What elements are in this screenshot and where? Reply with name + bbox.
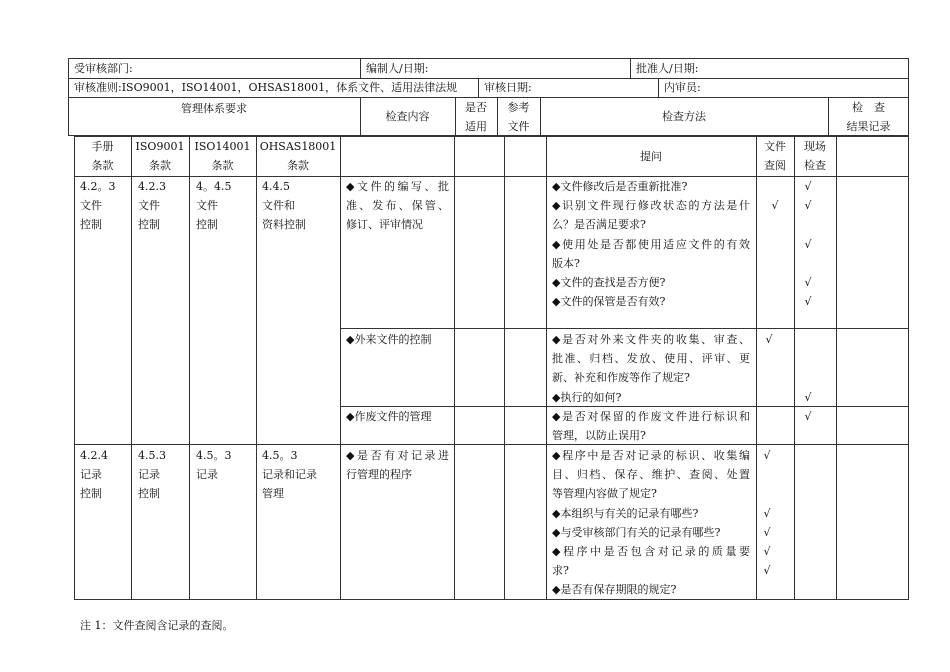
audit-date-label: 审核日期: [484,81,532,94]
questions-document-writing [552,177,750,311]
check-mark [756,177,794,196]
check-mark [756,273,794,292]
check-mark [794,580,822,599]
check-mark [794,446,822,465]
site-check-header-line2: 检查 [804,159,826,172]
section-document-control-manual-clause: 4.2。3 文件 控制 [80,180,116,232]
check-mark [794,484,822,503]
iso14001-clause-header-line1: ISO14001 [194,140,251,153]
question-header: 提问 [640,150,662,163]
check-mark: √ [804,199,812,213]
doc-review-header-line2: 查阅 [764,159,786,172]
check-mark [794,254,822,273]
list-item: 等管理内容做了规定? [552,487,657,501]
list-item: ◆是否对外来文件夹的收集、审查、 [552,333,750,346]
applicable-header-line1: 是否 [465,101,487,114]
list-item: 目、归档、保存、维护、查阅、处置 [552,468,750,482]
section-record-control-iso14001-clause: 4.5。3 记录 [196,449,232,482]
site-check-header-line1: 现场 [804,140,826,153]
list-item: ◆执行的如何? [552,390,622,404]
list-item: ◆使用处是否都使用适应文件的有效 [552,237,750,251]
result-header-line1: 检 查 [852,101,885,114]
list-item: ◆识别文件现行修改状态的方法是什 [552,199,750,213]
check-mark [756,215,794,234]
ohsas-clause-header-line1: OHSAS18001 [259,140,337,153]
check-mark [756,484,778,503]
check-mark: √ [765,333,773,346]
check-mark: √ [763,525,771,539]
section-record-control-iso9001-clause: 4.5.3 记录 控制 [138,449,166,501]
section-record-control-ohsas-clause: 4.5。3 记录和记录 管理 [262,449,317,501]
check-content-obsolete-documents: ◆作废文件的管理 [346,410,432,423]
list-item: ◆程序中是否对记录的标识、收集编 [552,449,750,462]
dept-label: 受审核部门: [74,62,133,75]
check-content-header: 检查内容 [385,110,430,123]
reference-header-line1: 参考 [507,101,530,114]
check-mark [794,215,822,234]
list-item: ◆文件的保管是否有效? [552,295,666,309]
check-mark [756,235,794,254]
check-mark [756,407,794,426]
section-document-control-iso9001-clause: 4.2.3 文件 控制 [138,180,166,232]
section-record-control-manual-clause: 4.2.4 记录 控制 [80,449,108,501]
doc-review-marks-record-procedure [756,446,778,600]
check-mark: √ [804,295,812,309]
list-item: 管理，以防止误用? [552,429,646,443]
check-mark: √ [771,199,779,213]
iso9001-clause-header-line2: 条款 [149,159,171,172]
list-item: 新、补充和作废等作了规定? [552,371,690,385]
list-item: 批准、归档、发放、使用、评审、更 [552,352,750,366]
check-mark [794,349,822,368]
site-check-marks-obsolete-documents [794,407,822,445]
check-mark: √ [763,506,771,520]
auditor-label: 内审员: [664,81,701,94]
manual-clause-header-line1: 手册 [91,140,114,153]
audit-criteria-label: 审核准则:ISO9001，ISO14001，OHSAS18001，体系文件、适用法律法规 [74,81,458,94]
editor-date-label: 编制人/日期: [366,62,429,75]
check-mark [756,388,782,407]
check-mark: √ [763,544,771,558]
site-check-marks-document-writing [794,177,822,311]
list-item: ◆本组织与有关的记录有哪些? [552,506,699,520]
footnote: 注 1：文件查阅含记录的查阅。 [80,619,234,632]
applicable-header-line2: 适用 [465,120,487,133]
list-item: 求? [552,564,569,578]
check-mark [794,426,822,445]
check-mark [794,561,822,580]
check-mark [756,254,794,273]
list-item: ◆与受审核部门有关的记录有哪些? [552,525,721,539]
check-mark: √ [763,564,771,578]
list-item: ◆文件的查找是否方便? [552,276,666,290]
check-method-header: 检查方法 [662,110,706,123]
site-check-marks-record-procedure [794,446,822,600]
check-mark [756,292,794,311]
list-item: 版本? [552,256,580,270]
check-mark [756,465,778,484]
result-header-line2: 结果记录 [846,120,891,133]
check-mark [794,504,822,523]
iso9001-clause-header-line1: ISO9001 [135,140,185,153]
list-item: ◆程序中是否包含对记录的质量要 [552,545,750,559]
check-mark [756,349,782,368]
questions-record-procedure [552,446,750,600]
iso14001-clause-header-line2: 条款 [211,159,234,172]
questions-external-documents [552,330,750,407]
list-item: ◆是否对保留的作废文件进行标识和 [552,410,750,423]
check-mark [794,465,822,484]
check-content-record-procedure: ◆是否有对记录进 行管理的程序 [346,449,449,482]
requirements-header: 管理体系要求 [181,102,247,115]
check-mark: √ [804,410,812,423]
doc-review-header-line1: 文件 [764,140,786,153]
check-mark [794,330,822,349]
check-content-document-writing: ◆文件的编写、批 准、发布、保管、 修订、评审情况 [346,180,449,232]
check-mark: √ [804,237,812,251]
doc-review-marks-obsolete-documents [756,407,794,445]
section-document-control-iso14001-clause: 4。4.5 文件 控制 [196,180,232,232]
check-mark [756,368,782,387]
check-mark [794,523,822,542]
check-mark: √ [804,390,812,404]
check-mark: √ [763,449,771,462]
check-content-external-documents: ◆外来文件的控制 [346,333,432,346]
list-item: ◆是否有保存期限的规定? [552,583,677,597]
check-mark [756,580,778,599]
manual-clause-header-line2: 条款 [91,159,114,172]
check-mark [794,368,822,387]
list-item: ◆文件修改后是否重新批准? [552,180,688,193]
reference-header-line2: 文件 [507,120,530,133]
check-mark [794,542,822,561]
check-mark: √ [804,180,812,193]
questions-obsolete-documents [552,407,750,445]
list-item: 么？是否满足要求? [552,218,646,232]
doc-review-marks-external-documents [756,330,782,407]
site-check-marks-external-documents [794,330,822,407]
approver-date-label: 批准人/日期: [636,62,699,75]
check-mark [756,426,794,445]
doc-review-marks-document-writing [756,177,794,311]
section-document-control-ohsas-clause: 4.4.5 文件和 资料控制 [262,180,306,232]
check-mark: √ [804,275,812,289]
ohsas-clause-header-line2: 条款 [287,159,309,172]
